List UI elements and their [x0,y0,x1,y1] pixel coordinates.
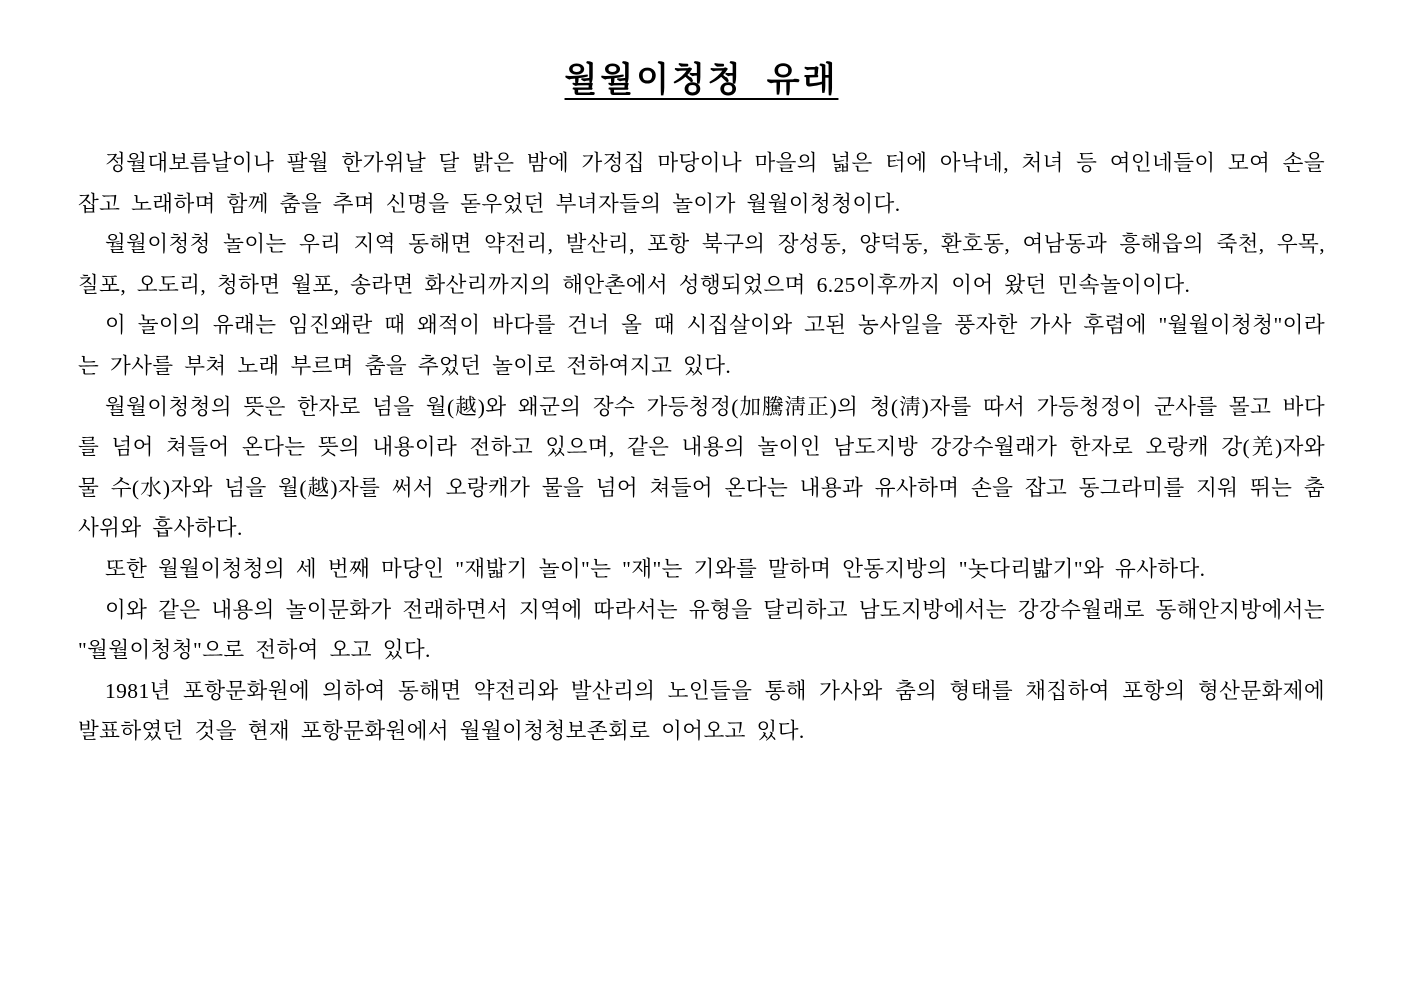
paragraph-intro: 정월대보름날이나 팔월 한가위날 달 밝은 밤에 가정집 마당이나 마을의 넓은 터에 아낙네, 처녀 등 여인네들이 모여 손을 잡고 노래하며 함께 춤을 추며 신명을 돋우었던 부녀자들의 놀이가 월월이청청이다. [78,151,1325,216]
paragraph-regions: 월월이청청 놀이는 우리 지역 동해면 약전리, 발산리, 포항 북구의 장성동, 양덕동, 환호동, 여남동과 흥해읍의 죽천, 우목, 칠포, 오도리, 청하면 월포, 송라면 화산리까지의 해안촌에서 성행되었으며 6.25이후까지 이어 왔던 민속놀이이다. [78,232,1325,297]
paragraph-meaning: 월월이청청의 뜻은 한자로 넘을 월(越)와 왜군의 장수 가등청정(加騰淸正)의 청(淸)자를 따서 가등청정이 군사를 몰고 바다를 넘어 쳐들어 온다는 뜻의 내용이라 전하고 있으며, 같은 내용의 놀이인 남도지방 강강수월래가 한자로 오랑캐 강(羌)자와 물 수(水)자와 넘을 월(越)자를 써서 오랑캐가 물을 넘어 쳐들어 온다는 내용과 유사하며 손을 잡고 동그라미를 지워 뛰는 춤사위와 흡사하다. [78,394,1325,541]
paragraph-origin: 이 놀이의 유래는 임진왜란 때 왜적이 바다를 건너 올 때 시집살이와 고된 농사일을 풍자한 가사 후렴에 "월월이청청"이라는 가사를 부쳐 노래 부르며 춤을 추었던 놀이로 전하여지고 있다. [78,313,1325,378]
document-title: 월월이청청 유래 [564,62,839,99]
paragraph-transmission: 이와 같은 내용의 놀이문화가 전래하면서 지역에 따라서는 유형을 달리하고 남도지방에서는 강강수월래로 동해안지방에서는 "월월이청청"으로 전하여 오고 있다. [78,597,1325,663]
paragraph-preservation: 1981년 포항문화원에 의하여 동해면 약전리와 발산리의 노인들을 통해 가사와 춤의 형태를 채집하여 포항의 형산문화제에 발표하였던 것을 현재 포항문화원에서 월월이청청보존회로 이어오고 있다. [78,678,1325,744]
paragraph-jaebapgi: 또한 월월이청청의 세 번째 마당인 "재밟기 놀이"는 "재"는 기와를 말하며 안동지방의 "놋다리밟기"와 유사하다. [105,556,1206,581]
document-body [78,143,1325,752]
